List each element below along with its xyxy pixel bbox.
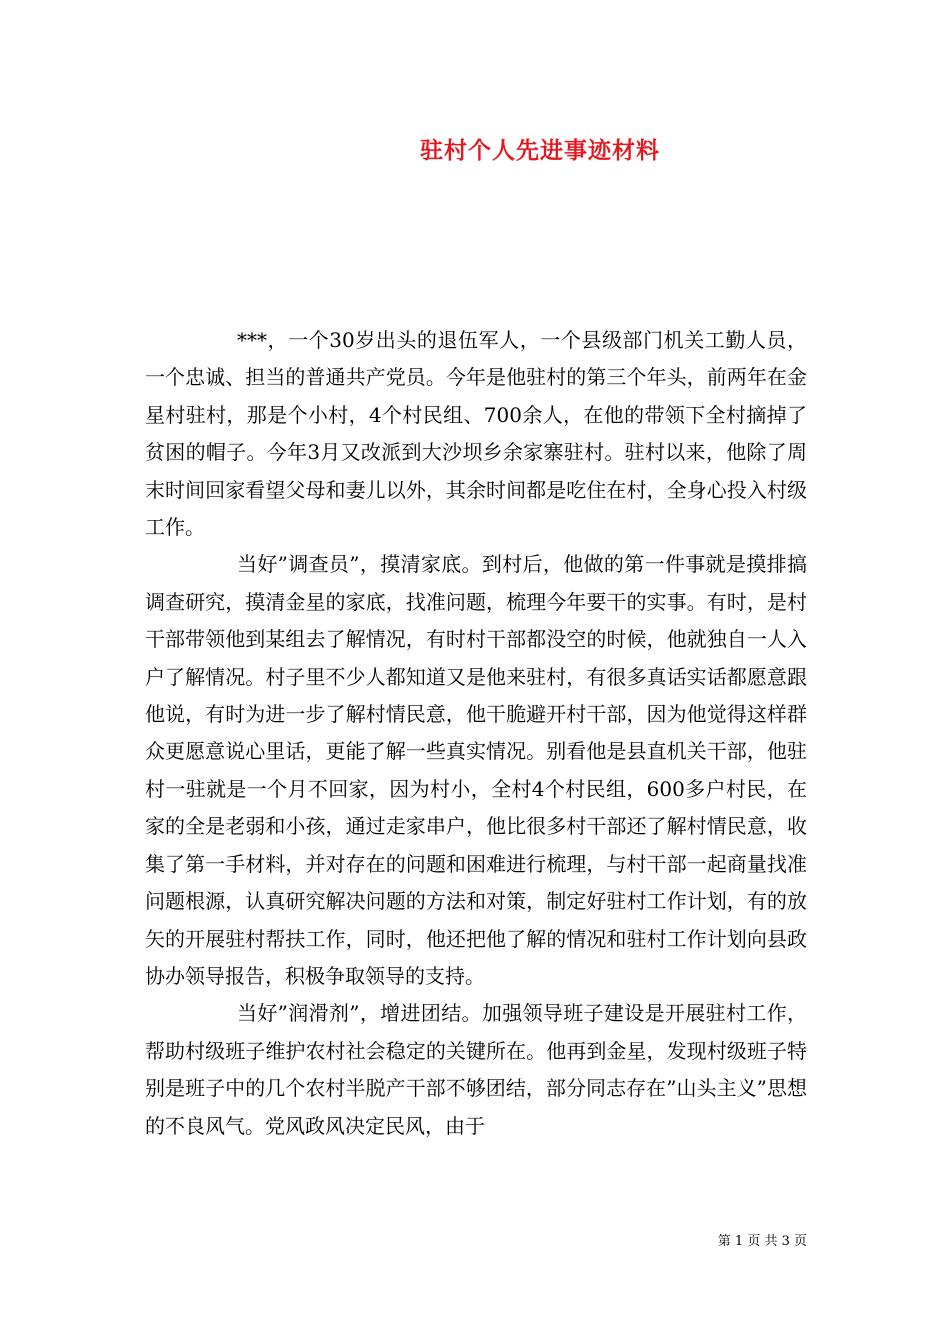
document-body (145, 322, 807, 1145)
page-title: 驻村个人先进事迹材料 (420, 137, 660, 164)
page-number-footer: 第 1 页 共 3 页 (717, 1234, 807, 1249)
paragraph-intro: ***，一个30岁出头的退伍军人，一个县级部门机关工勤人员，一个忠诚、担当的普通共产党员。今年是他驻村的第三个年头，前两年在金星村驻村，那是个小村，4个村民组、700余人，在他的带领下全村摘掉了贫困的帽子。今年3月又改派到大沙坝乡余家寨驻村。驻村以来，他除了周末时间回家看望父母和妻儿以外，其余时间都是吃住在村，全身心投入村级工作。 (145, 328, 807, 540)
paragraph-investigator: 当好”调查员”，摸清家底。到村后，他做的第一件事就是摸排搞调查研究，摸清金星的家底，找准问题，梳理今年要干的实事。有时，是村干部带领他到某组去了解情况，有时村干部都没空的时候，他就独自一人入户了解情况。村子里不少人都知道又是他来驻村，有很多真话实话都愿意跟他说，有时为进一步了解村情民意，他干脆避开村干部，因为他觉得这样群众更愿意说心里话，更能了解一些真实情况。别看他是县直机关干部，他驻村一驻就是一个月不回家，因为村小，全村4个村民组，600多户村民，在家的全是老弱和小孩，通过走家串户，他比很多村干部还了解村情民意，收集了第一手材料，并对存在的问题和困难进行梳理，与村干部一起商量找准问题根源，认真研究解决问题的方法和对策，制定好驻村工作计划，有的放矢的开展驻村帮扶工作，同时，他还把他了解的情况和驻村工作计划向县政协办领导报告，积极争取领导的支持。 (145, 552, 807, 988)
paragraph-lubricant: 当好”润滑剂”，增进团结。加强领导班子建设是开展驻村工作，帮助村级班子维护农村社会稳定的关键所在。他再到金星，发现村级班子特别是班子中的几个农村半脱产干部不够团结，部分同志存在”山头主义”思想的不良风气。党风政风决定民风，由于 (145, 1001, 807, 1138)
